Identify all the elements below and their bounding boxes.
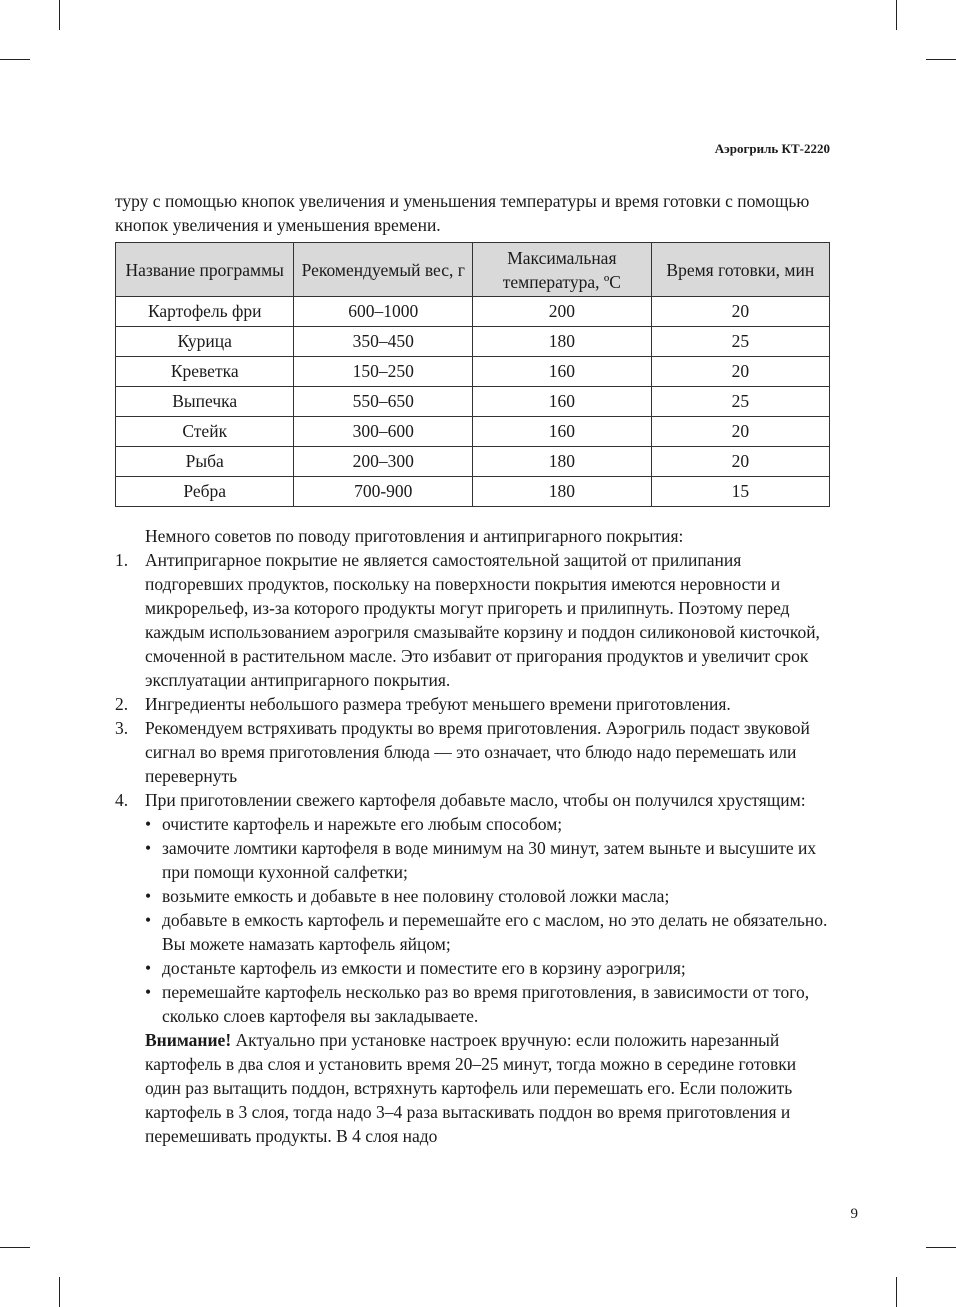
list-number: 4. (115, 790, 129, 810)
cell-temperature: 160 (473, 387, 652, 417)
cell-temperature: 160 (473, 417, 652, 447)
col-header-weight: Рекомендуемый вес, г (294, 243, 473, 297)
cell-temperature: 180 (473, 477, 652, 507)
cell-weight: 700-900 (294, 477, 473, 507)
cell-time: 20 (651, 357, 829, 387)
bullet-icon: • (145, 910, 152, 930)
table-header-row (116, 243, 830, 297)
crop-mark (59, 1277, 60, 1307)
page-number: 9 (850, 1206, 858, 1222)
bullet-item (115, 812, 830, 836)
cell-temperature: 180 (473, 447, 652, 477)
cell-program: Ребра (116, 477, 294, 507)
bullet-icon: • (145, 958, 152, 978)
crop-mark (0, 59, 30, 60)
table-row (116, 477, 830, 507)
cell-program: Курица (116, 327, 294, 357)
cell-time: 20 (651, 417, 829, 447)
table-row (116, 357, 830, 387)
crop-mark (0, 1247, 30, 1248)
warning-text: Актуально при установке настроек вручную: если положить нарезанный картофель в два слоя и установить время 20–25 минут, тогда можно в середине готовки один раз вытащить поддон, встряхнуть картофель или перемешать его. Если положить картофель в 3 слоя, тогда надо 3–4 раза вытаскивать поддон во время приготовления и перемешивать продукты. В 4 слоя надо (145, 1030, 797, 1146)
list-item (115, 788, 830, 812)
crop-mark (59, 0, 60, 30)
bullet-item (115, 884, 830, 908)
intro-paragraph: туру с помощью кнопок увеличения и уменьшения температуры и время готовки с помощью кнопок увеличения и уменьшения времени. (115, 191, 810, 235)
cell-program: Креветка (116, 357, 294, 387)
bullet-item (115, 956, 830, 980)
crop-mark (926, 1247, 956, 1248)
cell-weight: 200–300 (294, 447, 473, 477)
cell-temperature: 180 (473, 327, 652, 357)
warning-note (115, 1028, 830, 1148)
bullet-text: добавьте в емкость картофель и перемешайте его с маслом, но это делать не обязательно. Вы можете намазать картофель яйцом; (162, 910, 828, 954)
list-item-text: Рекомендуем встряхивать продукты во время приготовления. Аэрогриль подаст звуковой сигнал во время приготовления блюда — это означает, что блюдо надо перемешать или перевернуть (145, 718, 810, 786)
cell-temperature: 160 (473, 357, 652, 387)
table-row (116, 387, 830, 417)
list-number: 1. (115, 550, 129, 570)
cell-time: 20 (651, 297, 829, 327)
bullet-item (115, 908, 830, 956)
col-header-program: Название программы (116, 243, 294, 297)
table-row (116, 327, 830, 357)
cell-weight: 150–250 (294, 357, 473, 387)
bullet-text: очистите картофель и нарежьте его любым способом; (162, 814, 563, 834)
bullet-text: перемешайте картофель несколько раз во время приготовления, в зависимости от того, сколько слоев картофеля вы закладываете. (162, 982, 810, 1026)
col-header-temperature: Максимальная температура, ºС (473, 243, 652, 297)
list-item-text: При приготовлении свежего картофеля добавьте масло, чтобы он получился хрустящим: (145, 790, 806, 810)
crop-mark (896, 1277, 897, 1307)
list-item (115, 548, 830, 692)
list-item-text: Антипригарное покрытие не является самостоятельной защитой от прилипания подгоревших продуктов, поскольку на поверхности покрытия имеются неровности и микрорельеф, из-за которого продукты могут пригореть и прилипнуть. Поэтому перед каждым использованием аэрогриля смазывайте корзину и поддон силиконовой кисточкой, смоченной в растительном масле. Это избавит от пригорания продуктов и увеличит срок эксплуатации антипригарного покрытия. (145, 550, 820, 690)
cell-program: Рыба (116, 447, 294, 477)
list-number: 3. (115, 718, 129, 738)
cell-time: 25 (651, 327, 829, 357)
bullet-text: достаньте картофель из емкости и поместите его в корзину аэрогриля; (162, 958, 686, 978)
warning-label: Внимание! (145, 1030, 232, 1050)
table-row (116, 297, 830, 327)
list-number: 2. (115, 694, 129, 714)
list-item-text: Ингредиенты небольшого размера требуют меньшего времени приготовления. (145, 694, 731, 714)
bullet-icon: • (145, 982, 152, 1002)
cell-time: 20 (651, 447, 829, 477)
bullet-item (115, 980, 830, 1028)
program-table (115, 242, 830, 507)
list-item (115, 692, 830, 716)
cell-program: Выпечка (116, 387, 294, 417)
bullet-text: возьмите емкость и добавьте в нее половину столовой ложки масла; (162, 886, 670, 906)
cell-temperature: 200 (473, 297, 652, 327)
running-header: Аэрогриль КТ-2220 (714, 141, 830, 156)
cell-time: 25 (651, 387, 829, 417)
bullet-icon: • (145, 814, 152, 834)
cell-weight: 600–1000 (294, 297, 473, 327)
bullet-item (115, 836, 830, 884)
list-item (115, 716, 830, 788)
cell-weight: 300–600 (294, 417, 473, 447)
cell-weight: 350–450 (294, 327, 473, 357)
bullet-text: замочите ломтики картофеля в воде минимум на 30 минут, затем выньте и высушите их при помощи кухонной салфетки; (162, 838, 817, 882)
bullet-icon: • (145, 838, 152, 858)
cell-program: Стейк (116, 417, 294, 447)
col-header-time: Время готовки, мин (651, 243, 829, 297)
cell-time: 15 (651, 477, 829, 507)
tips-section (115, 524, 830, 1148)
tips-lead: Немного советов по поводу приготовления и антипригарного покрытия: (145, 526, 684, 546)
table-row (116, 417, 830, 447)
cell-weight: 550–650 (294, 387, 473, 417)
crop-mark (896, 0, 897, 30)
bullet-icon: • (145, 886, 152, 906)
table-row (116, 447, 830, 477)
cell-program: Картофель фри (116, 297, 294, 327)
crop-mark (926, 59, 956, 60)
